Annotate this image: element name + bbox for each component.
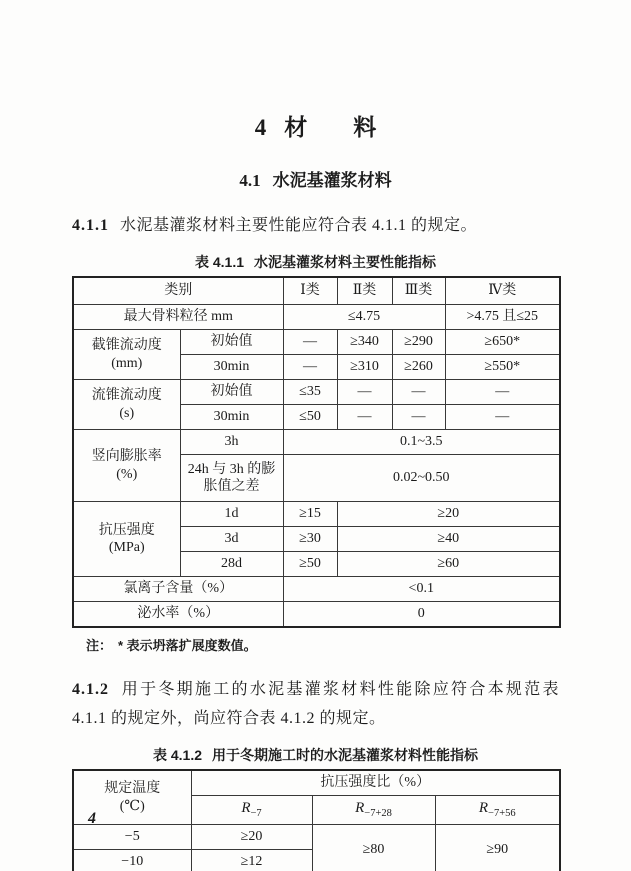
table-row-header bbox=[73, 277, 560, 305]
cell-value: ≥30 bbox=[283, 527, 337, 552]
clause-line bbox=[72, 675, 559, 704]
header-class-3: Ⅲ类 bbox=[392, 277, 445, 305]
cell-value: ≥290 bbox=[392, 330, 445, 355]
header-r-minus-7-plus-56: $R_{-7+56}$ bbox=[435, 796, 560, 825]
table-4-1-1-caption bbox=[0, 253, 631, 271]
cell-value: — bbox=[283, 355, 337, 380]
clause-line: 4.1.1 的规定外，尚应符合表 4.1.2 的规定。 bbox=[72, 710, 386, 727]
cell-value: >4.75 且≤25 bbox=[445, 305, 560, 330]
row-label: 竖向膨胀率 (%) bbox=[73, 430, 180, 502]
table-4-1-2-caption bbox=[0, 746, 631, 764]
row-sublabel: 3d bbox=[180, 527, 283, 552]
header-r-minus-7-plus-28: $R_{-7+28}$ bbox=[312, 796, 435, 825]
cell-value: ≥310 bbox=[337, 355, 392, 380]
table-row-bleeding bbox=[73, 602, 560, 628]
section-number: 4.1 bbox=[239, 171, 261, 190]
cell-temperature: −5 bbox=[73, 825, 191, 850]
cell-value: ≥90 bbox=[435, 825, 560, 871]
chapter-title: 材 料 bbox=[284, 114, 377, 140]
row-label: 泌水率（%） bbox=[73, 602, 283, 628]
table-4-1-1 bbox=[72, 276, 561, 628]
table-caption-title: 水泥基灌浆材料主要性能指标 bbox=[254, 254, 437, 270]
note-label: 注： bbox=[86, 638, 113, 653]
cell-value: ≥550* bbox=[445, 355, 560, 380]
cell-value: — bbox=[445, 380, 560, 405]
header-strength-ratio: 抗压强度比（%） bbox=[191, 770, 560, 796]
table-row-flow-cone-initial bbox=[73, 380, 560, 405]
clause-number: 4.1.2 bbox=[72, 681, 109, 698]
header-class-1: Ⅰ类 bbox=[283, 277, 337, 305]
cell-value: ≤50 bbox=[283, 405, 337, 430]
cell-value: ≥260 bbox=[392, 355, 445, 380]
table-row-chloride bbox=[73, 577, 560, 602]
row-sublabel: 30min bbox=[180, 355, 283, 380]
clause-number: 4.1.1 bbox=[72, 217, 109, 234]
table-caption-title: 用于冬期施工时的水泥基灌浆材料性能指标 bbox=[212, 747, 479, 763]
header-class-4: Ⅳ类 bbox=[445, 277, 560, 305]
table-caption-label: 表 4.1.2 bbox=[152, 747, 203, 763]
table-row-expansion-3h bbox=[73, 430, 560, 455]
cell-value: ≥40 bbox=[337, 527, 560, 552]
row-label: 最大骨料粒径 mm bbox=[73, 305, 283, 330]
cell-value: ≥12 bbox=[191, 850, 312, 871]
cell-value: — bbox=[392, 405, 445, 430]
section-heading bbox=[0, 171, 631, 191]
cell-value: ≥15 bbox=[283, 502, 337, 527]
row-sublabel: 3h bbox=[180, 430, 283, 455]
table-row-header bbox=[73, 770, 560, 796]
cell-value: — bbox=[283, 330, 337, 355]
cell-value: — bbox=[392, 380, 445, 405]
table-row-minus-5 bbox=[73, 825, 560, 850]
row-sublabel: 初始值 bbox=[180, 330, 283, 355]
section-title: 水泥基灌浆材料 bbox=[272, 171, 392, 190]
page-number: 4 bbox=[88, 810, 96, 827]
header-temperature: 规定温度 (℃) bbox=[73, 770, 191, 825]
table-row-strength-1d bbox=[73, 502, 560, 527]
note-text: * 表示坍落扩展度数值。 bbox=[118, 638, 257, 653]
chapter-number: 4 bbox=[254, 115, 267, 140]
cell-value: — bbox=[337, 405, 392, 430]
cell-value: ≤35 bbox=[283, 380, 337, 405]
clause-text: 用于冬期施工的水泥基灌浆材料性能除应符合本规范表 bbox=[120, 681, 559, 698]
cell-value: ≥80 bbox=[312, 825, 435, 871]
clause-4-1-1 bbox=[72, 211, 559, 240]
row-sublabel: 初始值 bbox=[180, 380, 283, 405]
table-4-1-2 bbox=[72, 769, 561, 871]
chapter-heading bbox=[0, 114, 631, 141]
cell-value: ≥50 bbox=[283, 552, 337, 577]
cell-value: ≥340 bbox=[337, 330, 392, 355]
row-label: 截锥流动度 (mm) bbox=[73, 330, 180, 380]
cell-temperature: −10 bbox=[73, 850, 191, 871]
cell-value: 0.02~0.50 bbox=[283, 455, 560, 502]
clause-text: 水泥基灌浆材料主要性能应符合表 4.1.1 的规定。 bbox=[120, 217, 478, 234]
header-category: 类别 bbox=[73, 277, 283, 305]
cell-value: ≥650* bbox=[445, 330, 560, 355]
row-sublabel: 1d bbox=[180, 502, 283, 527]
table-note bbox=[86, 637, 631, 655]
cell-value: 0.1~3.5 bbox=[283, 430, 560, 455]
row-label: 流锥流动度 (s) bbox=[73, 380, 180, 430]
row-label: 氯离子含量（%） bbox=[73, 577, 283, 602]
cell-value: ≤4.75 bbox=[283, 305, 445, 330]
cell-value: ≥20 bbox=[191, 825, 312, 850]
row-sublabel: 30min bbox=[180, 405, 283, 430]
cell-value: <0.1 bbox=[283, 577, 560, 602]
cell-value: ≥60 bbox=[337, 552, 560, 577]
cell-value: — bbox=[337, 380, 392, 405]
table-caption-label: 表 4.1.1 bbox=[194, 254, 245, 270]
row-sublabel: 28d bbox=[180, 552, 283, 577]
row-sublabel: 24h 与 3h 的膨胀值之差 bbox=[180, 455, 283, 502]
clause-4-1-2 bbox=[72, 675, 559, 733]
cell-value: ≥20 bbox=[337, 502, 560, 527]
header-class-2: Ⅱ类 bbox=[337, 277, 392, 305]
cell-value: 0 bbox=[283, 602, 560, 628]
table-row-aggregate bbox=[73, 305, 560, 330]
cell-value: — bbox=[445, 405, 560, 430]
row-label: 抗压强度 (MPa) bbox=[73, 502, 180, 577]
table-row-truncated-cone-initial bbox=[73, 330, 560, 355]
header-r-minus-7: $R_{-7}$ bbox=[191, 796, 312, 825]
